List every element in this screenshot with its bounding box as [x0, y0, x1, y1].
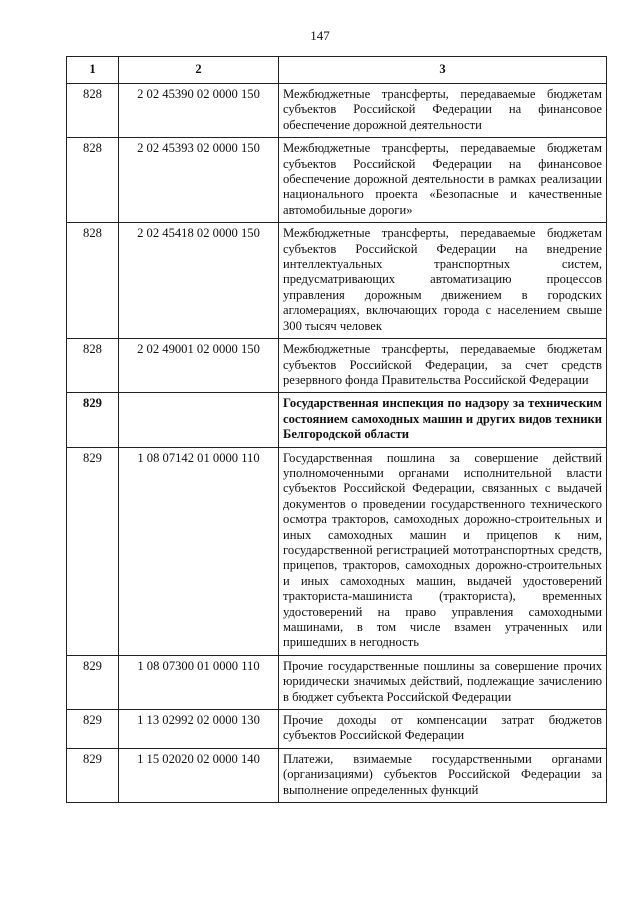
- table-header-row: [67, 57, 607, 84]
- table-row-section-heading: [67, 393, 607, 447]
- description-cell: Межбюджетные трансферты, передаваемые бюджетам субъектов Российской Федерации, за счет средств резервного фонда Правительства Российской Федерации: [279, 339, 607, 393]
- table-row: [67, 138, 607, 223]
- admin-code-cell: 829: [67, 748, 119, 802]
- admin-code-cell: 829: [67, 447, 119, 655]
- revenue-code-cell: 1 08 07300 01 0000 110: [119, 655, 279, 709]
- header-col-2: 2: [119, 57, 279, 84]
- table-row: [67, 447, 607, 655]
- revenue-code-cell: 2 02 49001 02 0000 150: [119, 339, 279, 393]
- header-col-3: 3: [279, 57, 607, 84]
- table-row: [67, 655, 607, 709]
- description-cell: Государственная пошлина за совершение действий уполномоченными органами исполнительной власти субъектов Российской Федерации, связанных с выдачей документов о проведении государственного технического осмотра тракторов, самоходных дорожно-строительных и иных самоходных машин и прицепов к ним, государственной регистрацией мототранспортных средств, прицепов, тракторов, самоходных дорожно-строительных и иных самоходных машин, выдачей удостоверений тракториста-машиниста (тракториста), временных удостоверений на право управления самоходными машинами, в том числе взамен утраченных или пришедших в негодность: [279, 447, 607, 655]
- revenue-codes-table: [66, 56, 607, 803]
- description-cell: Межбюджетные трансферты, передаваемые бюджетам субъектов Российской Федерации на внедрение интеллектуальных транспортных систем, предусматривающих автоматизацию процессов управления дорожным движением в городских агломерациях, включающих города с населением свыше 300 тысяч человек: [279, 223, 607, 339]
- header-col-1: 1: [67, 57, 119, 84]
- revenue-code-cell: 1 08 07142 01 0000 110: [119, 447, 279, 655]
- description-cell: Межбюджетные трансферты, передаваемые бюджетам субъектов Российской Федерации на финансовое обеспечение дорожной деятельности в рамках реализации национального проекта «Безопасные и качественные автомобильные дороги»: [279, 138, 607, 223]
- page-number: 147: [310, 28, 330, 43]
- description-cell: Прочие доходы от компенсации затрат бюджетов субъектов Российской Федерации: [279, 710, 607, 749]
- admin-code-cell: 828: [67, 223, 119, 339]
- description-cell: Платежи, взимаемые государственными органами (организациями) субъектов Российской Федерации за выполнение определенных функций: [279, 748, 607, 802]
- table-row: [67, 339, 607, 393]
- revenue-code-cell: 1 15 02020 02 0000 140: [119, 748, 279, 802]
- table-row: [67, 223, 607, 339]
- table-row: [67, 710, 607, 749]
- admin-code-cell: 828: [67, 84, 119, 138]
- table-row: [67, 748, 607, 802]
- admin-code-cell: 828: [67, 138, 119, 223]
- table-row: [67, 84, 607, 138]
- revenue-code-cell: 2 02 45393 02 0000 150: [119, 138, 279, 223]
- revenue-code-cell: 1 13 02992 02 0000 130: [119, 710, 279, 749]
- revenue-code-cell: [119, 393, 279, 447]
- description-cell: Прочие государственные пошлины за совершение прочих юридически значимых действий, подлежащие зачислению в бюджет субъекта Российской Федерации: [279, 655, 607, 709]
- admin-code-cell: 828: [67, 339, 119, 393]
- revenue-code-cell: 2 02 45418 02 0000 150: [119, 223, 279, 339]
- description-cell: Межбюджетные трансферты, передаваемые бюджетам субъектов Российской Федерации на финансовое обеспечение дорожной деятельности: [279, 84, 607, 138]
- description-cell: Государственная инспекция по надзору за техническим состоянием самоходных машин и других видов техники Белгородской области: [279, 393, 607, 447]
- admin-code-cell: 829: [67, 393, 119, 447]
- admin-code-cell: 829: [67, 655, 119, 709]
- revenue-code-cell: 2 02 45390 02 0000 150: [119, 84, 279, 138]
- admin-code-cell: 829: [67, 710, 119, 749]
